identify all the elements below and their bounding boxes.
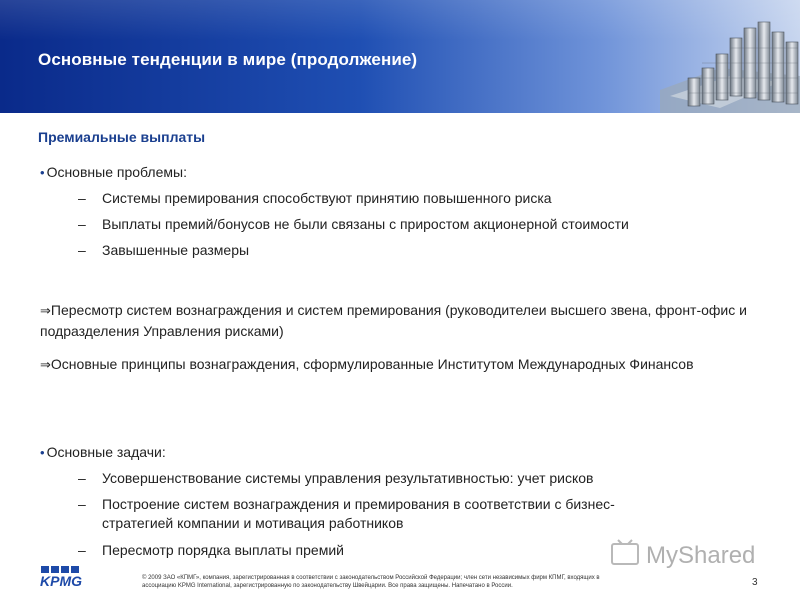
implication-item bbox=[40, 354, 760, 375]
dash-icon: – bbox=[78, 470, 86, 486]
legal-notice bbox=[142, 574, 702, 590]
list-item-text: Усовершенствование системы управления результативностью: учет рисков bbox=[102, 470, 594, 486]
implies-arrow-icon: ⇒ bbox=[40, 357, 51, 372]
implies-arrow-icon: ⇒ bbox=[40, 303, 51, 318]
dash-icon: – bbox=[78, 542, 86, 558]
list-item-text: стратегией компании и мотивация работников bbox=[102, 515, 404, 531]
legal-line: © 2009 ЗАО «КПМГ», компания, зарегистрированная в соответствии с законодательством Российской Федерации; член сети независимых фирм КПМГ, входящих в bbox=[142, 575, 600, 581]
page-number: 3 bbox=[752, 577, 758, 588]
list-item-text: Построение систем вознаграждения и премирования в соответствии с бизнес- bbox=[102, 496, 615, 512]
list-item-text: Системы премирования способствуют принятию повышенного риска bbox=[102, 190, 552, 206]
list-item-text: Завышенные размеры bbox=[102, 242, 250, 258]
bullet-icon: • bbox=[40, 445, 45, 460]
kpmg-logo bbox=[40, 566, 102, 588]
kpmg-logo-text: KPMG bbox=[40, 573, 82, 588]
dash-icon: – bbox=[78, 216, 86, 232]
tasks-bullet bbox=[40, 444, 166, 460]
section-title: Премиальные выплаты bbox=[38, 129, 206, 145]
myshared-watermark bbox=[608, 536, 778, 572]
header-banner bbox=[0, 0, 800, 113]
list-item-text: Выплаты премий/бонусов не были связаны с приростом акционерной стоимости bbox=[102, 216, 629, 232]
dash-icon: – bbox=[78, 242, 86, 258]
watermark-text: MyShared bbox=[646, 542, 756, 569]
bullet-icon: • bbox=[40, 165, 45, 180]
list-item-text: Пересмотр порядка выплаты премий bbox=[102, 542, 344, 558]
tasks-bullet-label: Основные задачи: bbox=[46, 444, 166, 460]
problems-bullet-label: Основные проблемы: bbox=[46, 164, 187, 180]
slide-title: Основные тенденции в мире (продолжение) bbox=[38, 50, 418, 69]
dash-icon: – bbox=[78, 496, 86, 512]
implication-text: Пересмотр систем вознаграждения и систем премирования (руководителеи высшего звена, фронт-офис и подразделения Управления рисками) bbox=[40, 302, 747, 339]
problems-bullet bbox=[40, 164, 187, 180]
coins-illustration bbox=[660, 18, 800, 113]
legal-line: ассоциацию KPMG International, зарегистрированную по законодательству Швейцарии. Все права защищены. Напечатано в России. bbox=[142, 583, 513, 589]
implication-item bbox=[40, 300, 760, 341]
dash-icon: – bbox=[78, 190, 86, 206]
implication-text: Основные принципы вознаграждения, сформулированные Институтом Международных Финансов bbox=[50, 356, 694, 372]
